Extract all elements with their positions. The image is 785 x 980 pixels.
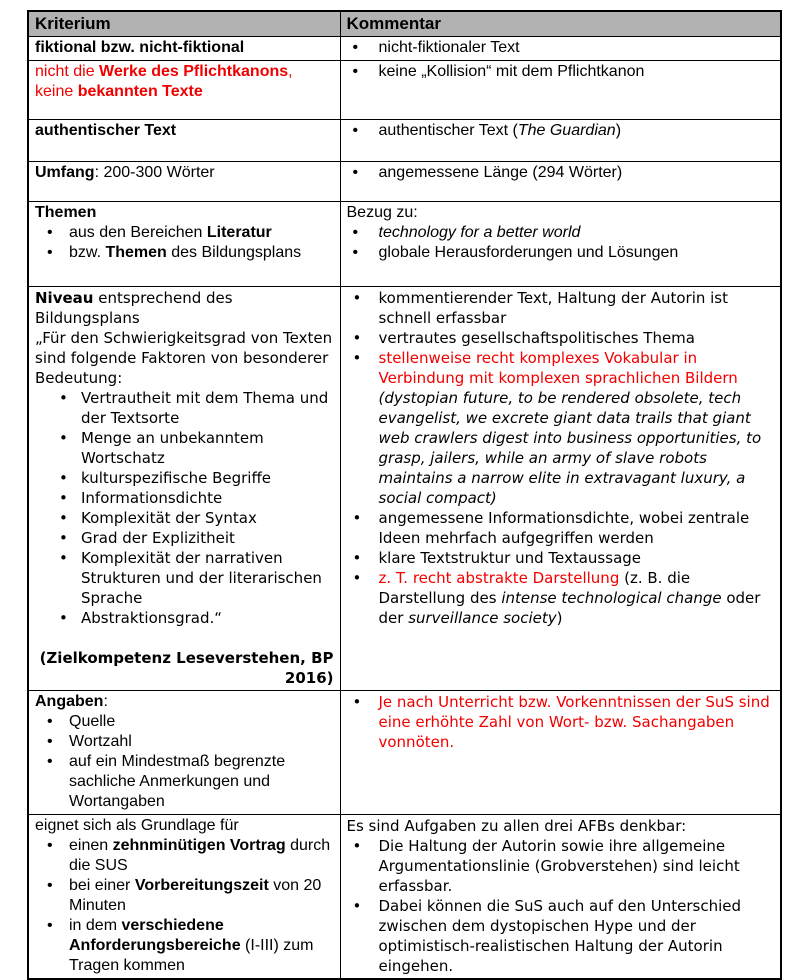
cell-kriterium-grundlage [28,815,340,980]
text-run: authentischer Text [35,122,177,139]
text-run: Vorbereitungszeit [134,877,269,894]
text-run: (I-III) zum Tragen kommen [69,937,314,974]
bullet-item [347,223,775,243]
bullet-list [35,712,334,812]
text-run: Komplexität der Syntax [81,509,257,527]
bullet-item [347,568,775,628]
bullet-item [35,388,334,428]
text-run: Komplexität der narrativen Strukturen und der literarischen Sprache [81,549,322,607]
text-run: angemessene Länge (294 Wörter) [378,164,623,181]
table-row [28,691,781,815]
text-run: Literatur [206,224,272,241]
criterion-title [35,288,334,328]
text-run: durch die SUS [69,837,331,874]
bullet-item [35,752,334,812]
bullet-item [347,348,775,508]
cell-kriterium-authentisch [28,120,340,162]
bullet-list [347,62,775,82]
text-run: auf ein Mindestmaß begrenzte sachliche Anmerkungen und Wortangaben [69,753,286,810]
bullet-item [347,243,775,263]
cell-kriterium-pflichtkanon [28,61,340,120]
text-run: intense technological change [501,589,722,607]
text-run: The Guardian [517,122,616,139]
text-run: verschiedene Anforderungsbereiche [69,917,241,954]
text-run: Quelle [69,713,116,730]
cell-kommentar-umfang [340,162,781,202]
text-run: angemessene Informationsdichte, wobei zentrale Ideen mehrfach aufgegriffen werden [378,509,750,547]
table-row [28,815,781,980]
column-header-kriterium: Kriterium [28,11,340,37]
bullet-list [35,836,334,976]
bullet-item [35,243,334,263]
bullet-item [347,692,775,752]
text-run: Dabei können die SuS auch auf den Unterschied zwischen dem dystopischen Hype und der optimistisch-realistischen Haltung der Autorin eingehen. [378,897,742,975]
text-run: , keine [35,63,293,100]
text-run: fiktional bzw. nicht-fiktional [35,39,245,56]
cell-kommentar-fiktional [340,37,781,61]
text-run: nicht-fiktionaler Text [378,39,520,56]
text-run: entsprechend des Bildungsplans [35,289,233,327]
bullet-item [35,836,334,876]
source-citation: (Zielkompetenz Leseverstehen, BP 2016) [39,649,334,687]
text-run: vertrautes gesellschaftspolitisches Thema [378,329,695,347]
text-run: Wortzahl [69,733,132,750]
text-run: Informationsdichte [81,489,223,507]
bullet-item [35,428,334,468]
text-run: globale Herausforderungen und Lösungen [378,244,679,261]
bullet-item [347,328,775,348]
bullet-item [347,121,775,141]
text-run: Die Haltung der Autorin sowie ihre allgemeine Argumentationslinie (Grobverstehen) sind leicht erfassbar. [378,837,740,895]
bullet-item [35,712,334,732]
text-run: Menge an unbekanntem Wortschatz [81,429,264,467]
comment-title: Es sind Aufgaben zu allen drei AFBs denkbar: [346,817,687,835]
criterion-title [35,692,334,712]
bullet-item [35,468,334,488]
cell-kriterium-niveau [28,287,340,691]
document-page [27,10,782,980]
bullet-list [347,121,775,141]
text-run: nicht die [35,63,100,80]
text-run: Angaben [35,693,104,710]
bullet-item [347,288,775,328]
text-run: Abstraktionsgrad.“ [81,609,223,627]
text-run: (dystopian future, to be rendered obsolete, tech evangelist, we excrete giant data trails that giant web crawlers digest into business opportunities, to grasp, jailers, while an army of slave robots maintains a narrow elite in extravagant luxury, a social compact) [378,389,762,507]
cell-kriterium-angaben [28,691,340,815]
text-run: stellenweise recht komplexes Vokabular in Verbindung mit komplexen sprachlichen Bildern [378,349,738,387]
bullet-item [35,608,334,628]
cell-kommentar-grundlage [340,815,781,980]
text-run: aus den Bereichen [69,224,207,241]
text-run: Grad der Explizitheit [81,529,235,547]
bullet-list [347,692,775,752]
criterion-text [35,38,334,58]
bullet-item [35,732,334,752]
text-run: klare Textstruktur und Textaussage [378,549,642,567]
cell-kommentar-authentisch [340,120,781,162]
text-run: kulturspezifische Begriffe [81,469,272,487]
bullet-item [347,38,775,58]
text-run: Themen [105,244,167,261]
criterion-text [35,163,334,183]
text-run: Je nach Unterricht bzw. Vorkenntnissen der SuS sind eine erhöhte Zahl von Wort- bzw. Sachangaben vonnöten. [378,693,770,751]
bullet-item [35,876,334,916]
bullet-item [35,916,334,976]
bullet-item [347,836,775,896]
bullet-list [347,223,775,263]
bullet-item [347,548,775,568]
criterion-title: Themen [35,204,97,221]
text-run: bekannten Texte [77,83,203,100]
cell-kriterium-umfang [28,162,340,202]
text-run: kommentierender Text, Haltung der Autorin ist schnell erfassbar [378,289,729,327]
table-row [28,287,781,691]
text-run: ) [615,122,622,139]
bullet-item [347,508,775,548]
text-run: (z. B. die Darstellung des [378,569,691,607]
text-run: des Bildungsplans [166,244,302,261]
bullet-item [347,62,775,82]
cell-kriterium-fiktional [28,37,340,61]
text-run: keine „Kollision“ mit dem Pflichtkanon [378,63,645,80]
cell-kommentar-niveau [340,287,781,691]
bullet-list [347,163,775,183]
table-row [28,37,781,61]
text-run: ) [556,609,563,627]
bullet-list [347,288,775,628]
bullet-item [35,508,334,528]
text-run: zehnminütigen Vortrag [112,837,286,854]
text-run: technology for a better world [378,224,581,241]
bullet-item [35,488,334,508]
bullet-list [347,38,775,58]
cell-kommentar-pflichtkanon [340,61,781,120]
text-run: einen [69,837,113,854]
cell-kommentar-angaben [340,691,781,815]
text-run: z. T. recht abstrakte Darstellung [378,569,620,587]
text-run: surveillance society [408,609,557,627]
column-header-kommentar: Kommentar [340,11,781,37]
bullet-item [35,223,334,243]
table-row [28,162,781,202]
table-header-row [28,11,781,37]
cell-kriterium-themen [28,202,340,287]
quote-paragraph: „Für den Schwierigkeitsgrad von Texten sind folgende Faktoren von besonderer Bedeutung: [35,329,333,387]
text-run: bei einer [69,877,135,894]
text-run: Vertrautheit mit dem Thema und der Textsorte [81,389,329,427]
text-run: oder der [378,589,761,627]
bullet-list [35,223,334,263]
text-run: Werke des Pflichtkanons [99,63,289,80]
table-row [28,120,781,162]
text-run: authentischer Text ( [378,122,518,139]
text-run: Niveau [35,289,94,307]
text-run: : [103,693,108,710]
text-run: in dem [69,917,122,934]
criterion-title: eignet sich als Grundlage für [35,817,239,834]
table-row [28,61,781,120]
comment-title: Bezug zu: [346,204,418,221]
bullet-item [35,528,334,548]
text-run: bzw. [69,244,106,261]
bullet-item [347,163,775,183]
criterion-text [35,62,334,102]
criteria-table [27,10,782,980]
bullet-item [347,896,775,976]
bullet-item [35,548,334,608]
text-run: Umfang [35,164,95,181]
criterion-text [35,121,334,141]
text-run: : 200-300 Wörter [94,164,215,181]
table-row [28,202,781,287]
cell-kommentar-themen [340,202,781,287]
text-run: von 20 Minuten [69,877,322,914]
bullet-list [35,388,334,628]
bullet-list [347,836,775,976]
